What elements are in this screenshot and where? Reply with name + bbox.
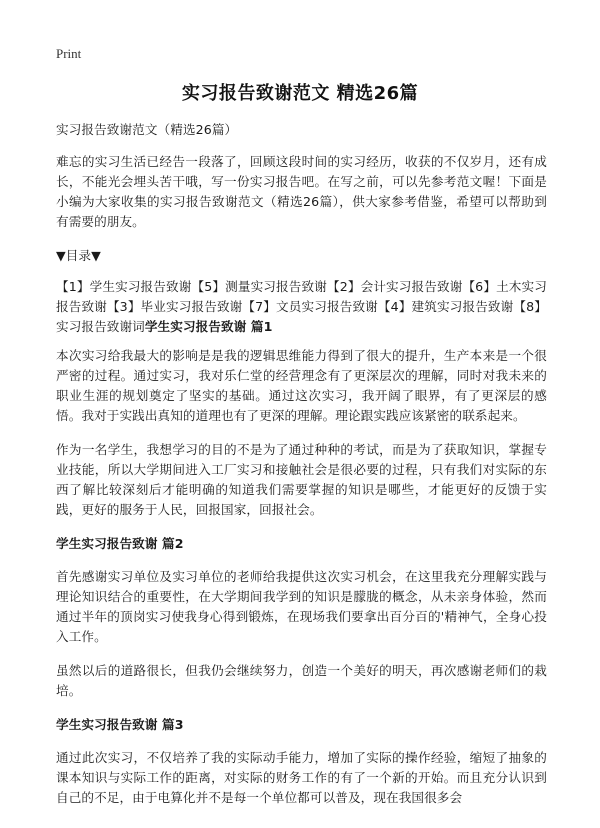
toc-item-1[interactable]: 【1】学生实习报告致谢 [56,279,192,294]
section-1-paragraph-2: 作为一名学生，我想学习的目的不是为了通过种种的考试，而是为了获取知识，掌握专业技能，所以大学期间进入工厂实习和接触社会是很必要的过程，只有我们对实际的东西了解比较深刻后才能明确的知道我们需要掌握的知识是哪些，才能更好的反馈于实践，更好的服务于人民，回报国家，回报社会。 [56,442,547,517]
toc-item-7[interactable]: 【7】文员实习报告致谢 [242,299,378,314]
toc-item-8[interactable]: 【8】实习报告致谢词 [56,299,547,334]
section-1-paragraph-1: 本次实习给我最大的影响是是我的逻辑思维能力得到了很大的提升，生产本来是一个很严密的过程。通过实习，我对乐仁堂的经营理念有了更深层次的理解，同时对我未来的职业生涯的规划奠定了坚实的基础。通过这次实习，我开阔了眼界，有了更深层的感悟。我对于实践出真知的道理也有了更深的理解。理论跟实践应该紧密的联系起来。 [56,348,547,423]
toc-item-4[interactable]: 【4】建筑实习报告致谢 [377,299,514,314]
toc-item-2[interactable]: 【2】会计实习报告致谢 [326,279,463,294]
section-3-heading: 学生实习报告致谢 篇3 [56,717,184,732]
toc-item-3[interactable]: 【3】毕业实习报告致谢 [106,299,243,314]
section-2-paragraph-2: 虽然以后的道路很长，但我仍会继续努力，创造一个美好的明天，再次感谢老师们的栽培。 [56,663,547,698]
section-1-heading: 学生实习报告致谢 篇1 [144,319,273,334]
table-of-contents [56,277,547,337]
print-link[interactable]: Print [56,46,82,61]
document-body [56,120,547,822]
intro-paragraph: 难忘的实习生活已经告一段落了，回顾这段时间的实习经历，收获的不仅岁月，还有成长，不能光会埋头苦干哦，写一份实习报告吧。在写之前，可以先参考范文喔！下面是小编为大家收集的实习报告致谢范文（精选26篇），供大家参考借鉴，希望可以帮助到有需要的朋友。 [56,154,547,229]
toc-heading: ▼目录▼ [56,248,101,263]
section-2-heading: 学生实习报告致谢 篇2 [56,536,184,551]
toc-item-5[interactable]: 【5】测量实习报告致谢 [191,279,327,294]
document-subtitle: 实习报告致谢范文（精选26篇） [56,122,238,137]
toc-item-6[interactable]: 【6】土木实习报告致谢 [56,279,547,314]
page-title: 实习报告致谢范文 精选26篇 [181,83,419,104]
section-2-paragraph-1: 首先感谢实习单位及实习单位的老师给我提供这次实习机会，在这里我充分理解实践与理论知识结合的重要性，在大学期间我学到的知识是朦胧的概念，从未亲身体验，然而通过半年的顶岗实习使我身心得到锻炼，在现场我们要拿出百分百的'精神气，全身心投入工作。 [56,569,547,644]
section-3-paragraph-1: 通过此次实习，不仅培养了我的实际动手能力，增加了实际的操作经验，缩短了抽象的课本知识与实际工作的距离，对实际的财务工作的有了一个新的开始。而且充分认识到自己的不足，由于电算化并不是每一个单位都可以普及，现在我国很多会 [56,750,547,805]
